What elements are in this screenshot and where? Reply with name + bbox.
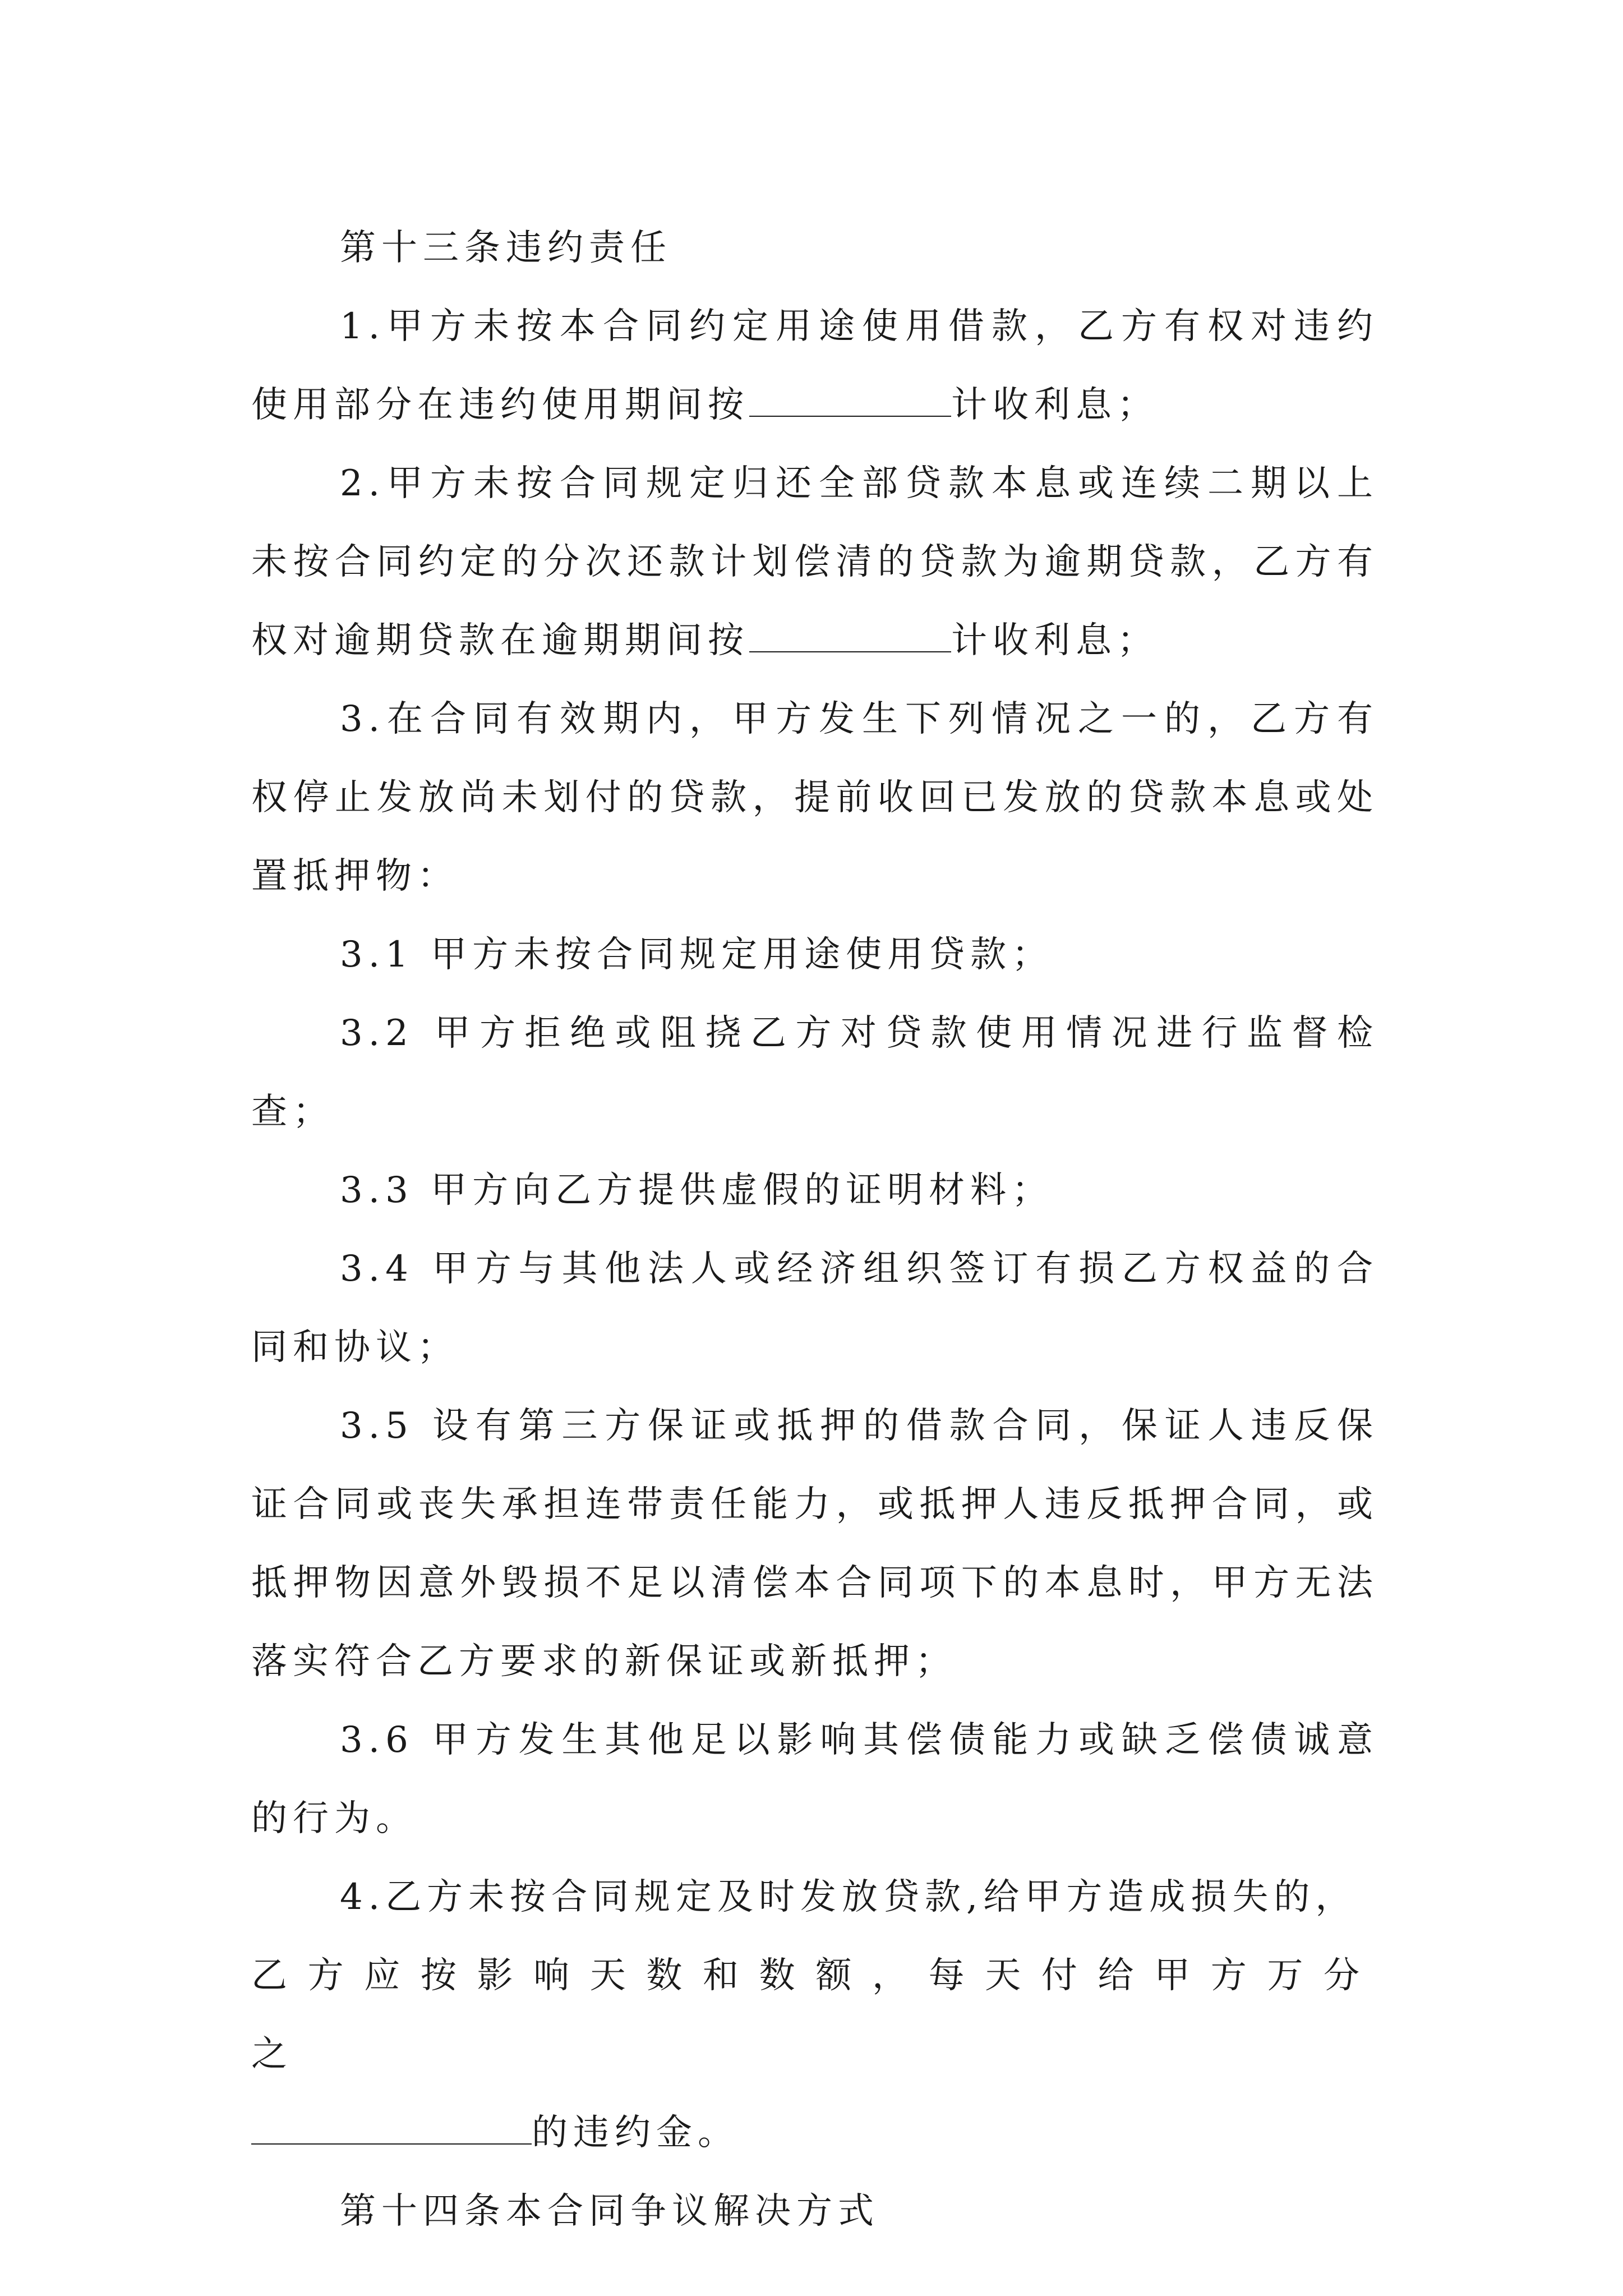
article-13-heading: 第十三条违约责任 [340, 227, 672, 269]
clause-4-line-1: 4.乙方未按合同规定及时发放贷款,给甲方造成损失的， [340, 1876, 1357, 1918]
clause-1-tail: 计收利息； [951, 384, 1159, 426]
clause-3: 3.在合同有效期内，甲方发生下列情况之一的，乙方有权停止发放尚未划付的贷款，提前收回已发放的贷款本息或处置抵押物： [251, 698, 1378, 897]
clause-1 [251, 287, 1378, 444]
clause-3-1: 3.1 甲方未按合同规定用途使用贷款； [340, 934, 1054, 976]
clause-4-line-3 [251, 2093, 1378, 2172]
blank-field [749, 383, 951, 417]
clause-2-text: 2.甲方未按合同规定归还全部贷款本息或连续二期以上未按合同约定的分次还款计划偿清的贷款为逾期贷款，乙方有权对逾期贷款在逾期期间按 [251, 463, 1378, 661]
clause-3-5: 3.5 设有第三方保证或抵押的借款合同，保证人违反保证合同或丧失承担连带责任能力，或抵押人违反抵押合同，或抵押物因意外毁损不足以清偿本合同项下的本息时，甲方无法落实符合乙方要求的新保证或新抵押； [251, 1405, 1378, 1682]
clause-2-tail: 计收利息； [951, 620, 1159, 661]
article-14-heading: 第十四条本合同争议解决方式 [340, 2191, 879, 2232]
clause-4-tail: 的违约金。 [532, 2112, 739, 2154]
blank-field [749, 619, 951, 652]
document-body [251, 209, 1378, 2251]
clause-3-3: 3.3 甲方向乙方提供虚假的证明材料； [340, 1170, 1054, 1211]
clause-3-2: 3.2 甲方拒绝或阻挠乙方对贷款使用情况进行监督检查； [251, 1013, 1378, 1133]
clause-2 [251, 444, 1378, 680]
clause-4-line-2: 乙方应按影响天数和数额，每天付给甲方万分之 [251, 1955, 1378, 2075]
clause-3-6: 3.6 甲方发生其他足以影响其偿债能力或缺乏偿债诚意的行为。 [251, 1719, 1378, 1839]
clause-1-text: 1.甲方未按本合同约定用途使用借款，乙方有权对违约使用部分在违约使用期间按 [251, 306, 1378, 426]
blank-field [251, 2111, 532, 2145]
clause-3-4: 3.4 甲方与其他法人或经济组织签订有损乙方权益的合同和协议； [251, 1248, 1378, 1368]
